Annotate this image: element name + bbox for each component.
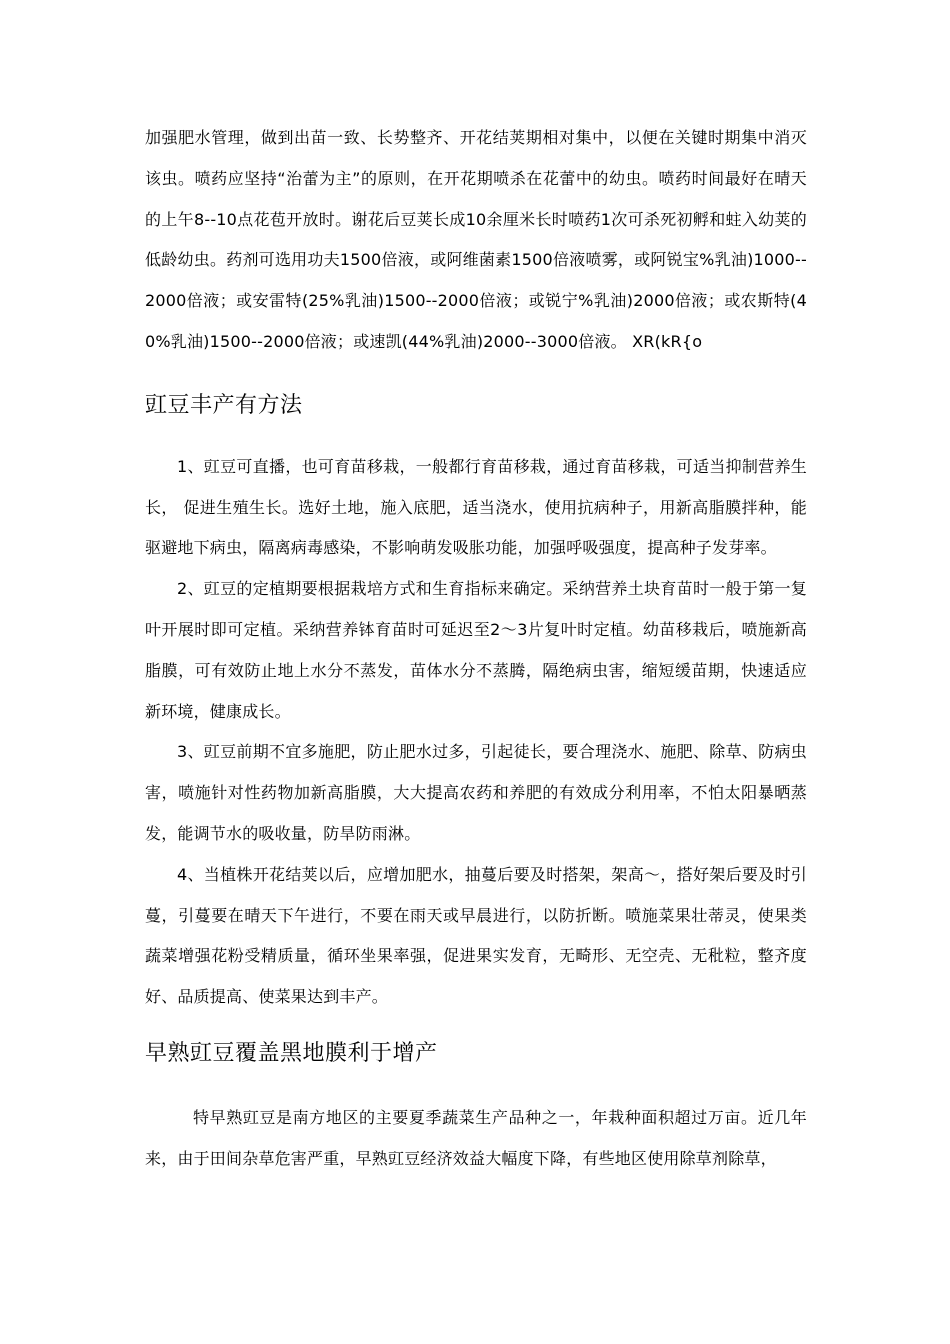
paragraph-step-4: 4、当植株开花结荚以后，应增加肥水，抽蔓后要及时搭架，架高～，搭好架后要及时引蔓，引蔓要在晴天下午进行，不要在雨天或早晨进行，以防折断。喷施菜果壮蒂灵，使果类蔬菜增强花粉受精质量，循环坐果率强，促进果实发育，无畸形、无空壳、无秕粒，整齐度好、品质提高、使菜果达到丰产。 <box>145 864 807 1007</box>
paragraph-early-cowpea: 特早熟豇豆是南方地区的主要夏季蔬菜生产品种之一，年栽种面积超过万亩。近几年来，由于田间杂草危害严重，早熟豇豆经济效益大幅度下降，有些地区使用除草剂除草， <box>145 1107 807 1168</box>
document-body <box>145 118 807 1180</box>
spacer <box>145 421 807 447</box>
section-title-black-mulch: 早熟豇豆覆盖黑地膜利于增产 <box>145 1040 438 1066</box>
spacer <box>145 1069 807 1098</box>
paragraph-step-2: 2、豇豆的定植期要根据栽培方式和生育指标来确定。采纳营养土块育苗时一般于第一复叶开展时即可定植。采纳营养钵育苗时可延迟至2～3片复叶时定植。幼苗移栽后，喷施新高脂膜，可有效防止地上水分不蒸发，苗体水分不蒸腾，隔绝病虫害，缩短缓苗期，快速适应新环境，健康成长。 <box>145 579 807 721</box>
paragraph-step-3: 3、豇豆前期不宜多施肥，防止肥水过多，引起徒长，要合理浇水、施肥、除草、防病虫害，喷施针对性药物加新高脂膜，大大提高农药和养肥的有效成分利用率，不怕太阳暴晒蒸发，能调节水的吸收量，防旱防雨淋。 <box>145 742 807 843</box>
spacer <box>145 363 807 391</box>
paragraph-pest-control: 加强肥水管理，做到出苗一致、长势整齐、开花结荚期相对集中，以便在关键时期集中消灭该虫。喷药应坚持“治蕾为主”的原则，在开花期喷杀在花蕾中的幼虫。喷药时间最好在晴天的上午8--10点花苞开放时。谢花后豆荚长成10余厘米长时喷药1次可杀死初孵和蛀入幼荚的低龄幼虫。药剂可选用功夫1500倍液，或阿维菌素1500倍液喷雾，或阿锐宝%乳油)1000--2000倍液；或安雷特(25%乳油)1500--2000倍液；或锐宁%乳油)2000倍液；或农斯特(40%乳油)1500--2000倍液；或速凯(44%乳油)2000--3000倍液。 XR(kR{o <box>145 128 807 351</box>
spacer <box>145 1018 807 1039</box>
paragraph-step-1: 1、豇豆可直播，也可育苗移栽，一般都行育苗移栽，通过育苗移栽，可适当抑制营养生长， 促进生殖生长。选好土地，施入底肥，适当浇水，使用抗病种子，用新高脂膜拌种，能驱避地下病虫，隔离病毒感染，不影响萌发吸胀功能，加强呼吸强度，提高种子发芽率。 <box>145 456 807 558</box>
section-title-cowpea-high-yield: 豇豆丰产有方法 <box>145 392 303 418</box>
